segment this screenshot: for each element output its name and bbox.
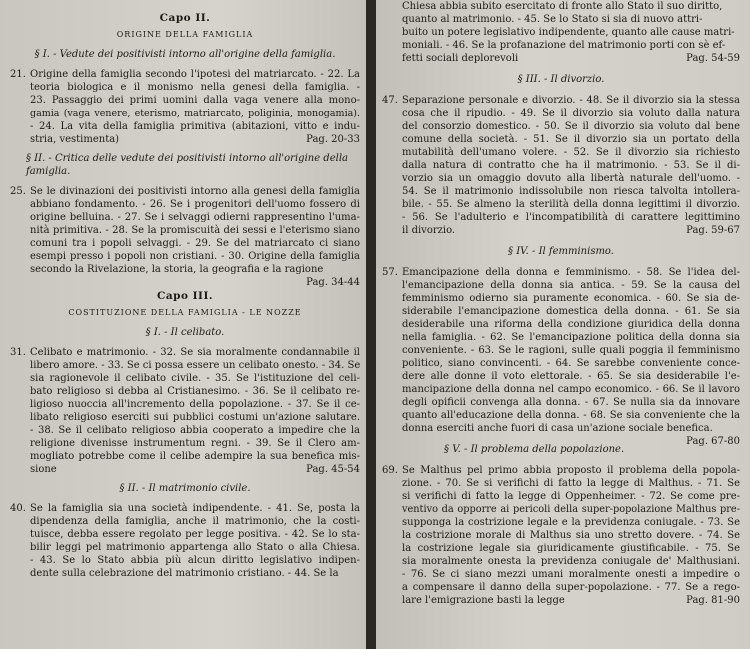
book-gutter [366, 0, 376, 649]
entry-line: del consorzio domestico. - 50. Se il divorzio sia voluto dal bene [402, 121, 740, 132]
entry-line: la costrizione morale di Malthus sia uno stretto dovere. - 74. Se [402, 530, 740, 541]
entry-line-last [402, 422, 740, 447]
entry-line: quanto all'educazione della donna. - 68. Se sia conveniente che la [402, 410, 740, 421]
entry-line: - 43. Se lo Stato abbia più alcun diritto legislativo indipen- [30, 555, 360, 566]
entry-line: la costrizione legale sia giuridicamente giustificabile. - 75. Se [402, 543, 740, 554]
toc-entry [382, 266, 740, 447]
entry-line: ligioso nuoccia all'incremento della popolazione. - 37. Se il ce- [30, 399, 360, 410]
entry-line: siderabile l'emancipazione domestica della donna. - 61. Se sia [402, 306, 740, 317]
entry-line: - 24. La vita della famiglia primitiva (abitazioni, vitto e indu- [30, 121, 360, 132]
entry-line: femminismo odierno sia puramente economica. - 60. Se sia de- [402, 293, 740, 304]
entry-line-last [30, 263, 360, 288]
entry-line: mogliato potrebbe come il celibe adempire la sua benefica mis- [30, 451, 360, 462]
page-ref: Pag. 59-67 [686, 225, 740, 236]
entry-line: degli opificii convenga alla donna. - 67. Se nulla sia da innovare [402, 397, 740, 408]
toc-entry [382, 94, 740, 237]
entry-line: libero amore. - 33. Se ci possa essere un celibato onesto. - 34. Se [30, 360, 361, 371]
page-ref: Pag. 34-44 [306, 277, 360, 288]
entry-line: tuisce, debba essere regolato per legge positiva. - 42. Se lo sta- [30, 529, 360, 540]
entry-line: Emancipazione della donna e femminismo. - 58. Se l'idea del- [402, 267, 740, 278]
entry-line: ventivo da opporre ai pericoli della super-popolazione Malthus pre- [402, 504, 740, 515]
entry-line: Origine della famiglia secondo l'ipotesi del matriarcato. - 22. La [30, 69, 360, 80]
entry-line: bato religioso si debba al Cristianesimo. - 36. Se il celibato re- [30, 386, 360, 397]
heading-line: famiglia. [26, 166, 71, 177]
entry-line: vorzio sia un omaggio dovuto alla libertà naturale dell'uomo. - [402, 173, 740, 184]
entry-line-text: donna eserciti anche fuori di casa un'azione sociale benefica. [402, 423, 713, 434]
entry-line: Se le divinazioni dei positivisti intorno alla genesi della famiglia [30, 186, 360, 197]
right-page [376, 0, 750, 649]
chapter-subtitle: ORIGINE DELLA FAMIGLIA [116, 30, 254, 39]
page-ref: Pag. 45-54 [306, 464, 360, 475]
section-heading: § III. - Il divorzio. [517, 74, 605, 85]
toc-entry [10, 68, 360, 146]
entry-line: libato religioso eserciti sui pubblici costumi un'azione salutare. [30, 412, 360, 423]
page-ref: Pag. 54-59 [686, 53, 740, 64]
toc-entry-continued [382, 0, 740, 65]
toc-entry [382, 464, 740, 607]
section-heading: § I. - Il celibato. [145, 327, 225, 338]
entry-number: 57. [382, 267, 398, 278]
chapter-title: Capo III. [156, 290, 214, 302]
entry-line: comuni tra i popoli selvaggi. - 29. Se del matriarcato ci siano [30, 238, 360, 249]
entry-line: l'emancipazione della donna sia antica. - 59. Se la causa del [402, 280, 740, 291]
entry-line: quanto al matrimonio. - 45. Se lo Stato si sia di nuovo attri- [402, 14, 703, 25]
left-page [0, 0, 366, 649]
entry-line: esempi presso i popoli non cristiani. - 30. Origine della famiglia [30, 251, 360, 262]
entry-line: Separazione personale e divorzio. - 48. Se il divorzio sia la stessa [402, 95, 740, 106]
section-heading: § II. - Il matrimonio civile. [119, 483, 251, 494]
entry-line: buito un potere legislativo indipendente, quanto alle cause matri- [402, 27, 735, 38]
entry-number: 40. [10, 503, 26, 514]
page-ref: Pag. 67-80 [686, 436, 740, 447]
entry-number: 47. [382, 95, 398, 106]
entry-line: - 76. Se ci siano mezzi umani moralmente onesti a impedire o [402, 569, 740, 580]
toc-entry [10, 502, 360, 580]
chapter-subtitle: COSTITUZIONE DELLA FAMIGLIA - LE NOZZE [68, 308, 302, 317]
entry-line: moniali. - 46. Se la profanazione del matrimonio porti con sè ef- [402, 40, 726, 51]
entry-line: - 56. Se l'adulterio e l'incompatibilità di carattere legittimino [402, 212, 740, 223]
entry-line: - 38. Se il celibato religioso abbia cooperato a impedire che la [30, 425, 360, 436]
entry-line: bile. - 55. Se almeno la sterilità della donna legittimi il divorzio. [402, 199, 740, 210]
entry-line-last [402, 52, 740, 65]
entry-number: 21. [10, 69, 26, 80]
entry-line: conveniente. - 63. Se le ragioni, sulle quali poggia il femminismo [402, 345, 740, 356]
entry-line: bilir leggi pel matrimonio appartenga allo Stato o alla Chiesa. [30, 542, 360, 553]
section-heading: § V. - Il problema della popolazione. [444, 444, 625, 455]
entry-line: dente sulla celebrazione del matrimonio cristiano. - 44. Se la [30, 568, 339, 579]
toc-entry [10, 346, 360, 476]
entry-line-text: stria, vestimenta) [30, 134, 120, 145]
entry-line: supponga la costrizione legale e la previdenza coniugale. - 73. Se [402, 517, 740, 528]
heading-line: § II. - Critica delle vedute dei positivisti intorno all'origine della [26, 153, 348, 164]
entry-line: 54. Se il matrimonio indissolubile non riesca talvolta intollera- [402, 186, 740, 197]
entry-line: abbiano fondamento. - 26. Se i progenitori dell'uomo fossero di [30, 199, 360, 210]
entry-line-text: fetti sociali deplorevoli [402, 53, 519, 64]
entry-line: mancipazione della donna nel campo economico. - 66. Se il lavoro [402, 384, 740, 395]
entry-line: nità primitiva. - 28. Se la promiscuità dei sessi e l'eterismo siano [30, 225, 360, 236]
section-heading [10, 152, 360, 178]
entry-line-text: lare l'emigrazione basti la legge [402, 595, 565, 606]
entry-line: si verifichi di fatto la legge di Oppenheimer. - 72. Se come pre- [402, 491, 740, 502]
entry-line-last [30, 463, 360, 476]
entry-line: sia moralmente onesta la previdenza coniugale de' Malthusiani. [402, 556, 740, 567]
entry-line: dipendenza della famiglia, anche il matrimonio, che la costi- [30, 516, 360, 527]
page-ref: Pag. 81-90 [686, 595, 740, 606]
entry-line: teoria biologica e il monismo nella genesi della famiglia. - [30, 82, 360, 93]
entry-line-last [402, 224, 740, 237]
entry-line: a compensare il danno della super-popolazione. - 77. Se a rego- [402, 582, 740, 593]
entry-line: gamia (vaga venere, eterismo, matriarcato, poliginia, monogamia). [30, 108, 360, 119]
entry-line-last [402, 594, 740, 607]
entry-line-text: il divorzio. [402, 225, 456, 236]
entry-line: cosa che il ripudio. - 49. Se il divorzio sia voluto dalla natura [402, 108, 740, 119]
entry-line: nella famiglia. - 62. Se l'emancipazione politica della donna sia [402, 332, 740, 343]
entry-line: desiderabile una riforma della condizione giuridica della donna [402, 319, 740, 330]
entry-line: Chiesa abbia subito esercitato di fronte allo Stato il suo diritto, [402, 1, 723, 12]
entry-line: comune della società. - 51. Se il divorzio sia un portato della [402, 134, 740, 145]
entry-line: sia ragionevole il celibato civile. - 35. Se l'istituzione del celi- [30, 373, 360, 384]
chapter-title: Capo II. [159, 12, 211, 24]
entry-line-text: sione [30, 464, 57, 475]
entry-line: Se Malthus pel primo abbia proposto il problema della popola- [402, 465, 740, 476]
entry-line: Celibato e matrimonio. - 32. Se sia moralmente condannabile il [30, 347, 360, 358]
toc-entry [10, 185, 360, 288]
entry-line: religione divenisse instrumentum regni. - 39. Se il Clero am- [30, 438, 360, 449]
entry-line: politico, siano convincenti. - 64. Se sarebbe conveniente conce- [402, 358, 740, 369]
entry-line: Se la famiglia sia una società indipendente. - 41. Se, posta la [30, 503, 360, 514]
section-heading: § I. - Vedute dei positivisti intorno all'origine della famiglia. [34, 49, 336, 60]
entry-line: mutabilità dell'umano volere. - 52. Se il divorzio sia richiesto [402, 147, 740, 158]
entry-line: 23. Passaggio dei primi uomini dalla vaga venere alla mono- [30, 95, 360, 106]
entry-line: dere alle donne il voto elettorale. - 65. Se sia desiderabile l'e- [402, 371, 740, 382]
entry-number: 25. [10, 186, 26, 197]
entry-number: 69. [382, 465, 398, 476]
entry-line-last [30, 133, 360, 146]
entry-line: zione. - 70. Se si verifichi di fatto la legge di Malthus. - 71. Se [402, 478, 740, 489]
entry-line-text: secondo la Rivelazione, la storia, la geografia e la ragione [30, 264, 324, 275]
entry-line: dalla natura di contratto che ha il matrimonio. - 53. Se il di- [402, 160, 740, 171]
entry-number: 31. [10, 347, 26, 358]
page-ref: Pag. 20-33 [306, 134, 360, 145]
section-heading: § IV. - Il femminismo. [508, 246, 614, 257]
entry-line: origine belluina. - 27. Se i selvaggi odierni rappresentino l'uma- [30, 212, 360, 223]
